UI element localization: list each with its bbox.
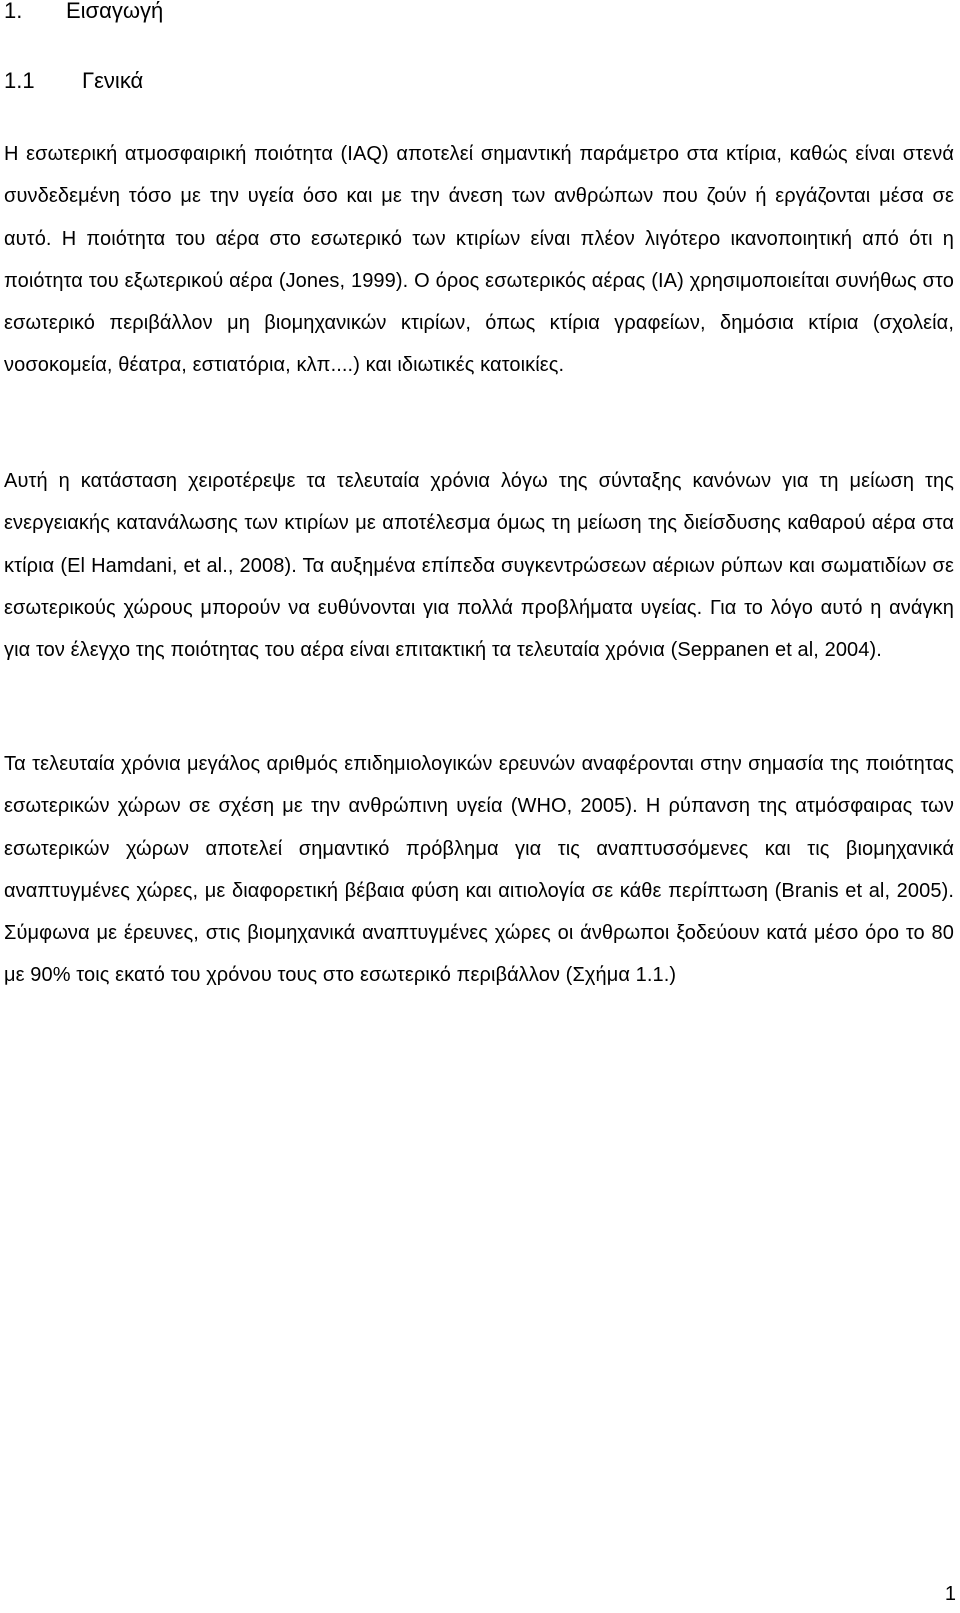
section-number: 1.1 <box>4 68 35 93</box>
chapter-title: Εισαγωγή <box>66 0 164 23</box>
chapter-heading <box>4 0 163 26</box>
paragraph-3: Τα τελευταία χρόνια μεγάλος αριθμός επιδημιολογικών ερευνών αναφέρονται στην σημασία της ποιότητας εσωτερικών χώρων σε σχέση με την ανθρώπινη υγεία (WHO, 2005). Η ρύπανση της ατμόσφαιρας των εσωτερικών χώρων αποτελεί σημαντικό πρόβλημα για τις αναπτυσσόμενες και τις βιομηχανικά αναπτυγμένες χώρες, με διαφορετική βέβαια φύση και αιτιολογία σε κάθε περίπτωση (Branis et al, 2005). Σύμφωνα με έρευνες, στις βιομηχανικά αναπτυγμένες χώρες οι άνθρωποι ξοδεύουν κατά μέσο όρο το 80 με 90% τοις εκατό του χρόνου τους στο εσωτερικό περιβάλλον (Σχήμα 1.1.) <box>4 753 954 987</box>
page-number: 1 <box>944 1583 956 1605</box>
section-title: Γενικά <box>82 68 144 93</box>
paragraph-2: Αυτή η κατάσταση χειροτέρεψε τα τελευταία χρόνια λόγω της σύνταξης κανόνων για τη μείωση της ενεργειακής κατανάλωσης των κτιρίων με αποτέλεσμα όμως τη μείωση της διείσδυσης καθαρού αέρα στα κτίρια (El Hamdani, et al., 2008). Τα αυξημένα επίπεδα συγκεντρώσεων αέριων ρύπων και σωματιδίων σε εσωτερικούς χώρους μπορούν να ευθύνονται για πολλά προβλήματα υγείας. Για το λόγο αυτό η ανάγκη για τον έλεγχο της ποιότητας του αέρα είναι επιτακτική τα τελευταία χρόνια (Seppanen et al, 2004). <box>4 470 954 662</box>
chapter-number: 1. <box>4 0 23 23</box>
paragraph-1: Η εσωτερική ατμοσφαιρική ποιότητα (IAQ) αποτελεί σημαντική παράμετρο στα κτίρια, καθώς είναι στενά συνδεδεμένη τόσο με την υγεία όσο και με την άνεση των ανθρώπων που ζούν ή εργάζονται μέσα σε αυτό. Η ποιότητα του αέρα στο εσωτερικό των κτιρίων είναι πλέον λιγότερο ικανοποιητική από ότι η ποιότητα του εξωτερικού αέρα (Jones, 1999). Ο όρος εσωτερικός αέρας (IA) χρησιμοποιείται συνήθως στο εσωτερικό περιβάλλον μη βιομηχανικών κτιρίων, όπως κτίρια γραφείων, δημόσια κτίρια (σχολεία, νοσοκομεία, θέατρα, εστιατόρια, κλπ....) και ιδιωτικές κατοικίες. <box>4 143 954 377</box>
section-heading <box>4 66 143 96</box>
